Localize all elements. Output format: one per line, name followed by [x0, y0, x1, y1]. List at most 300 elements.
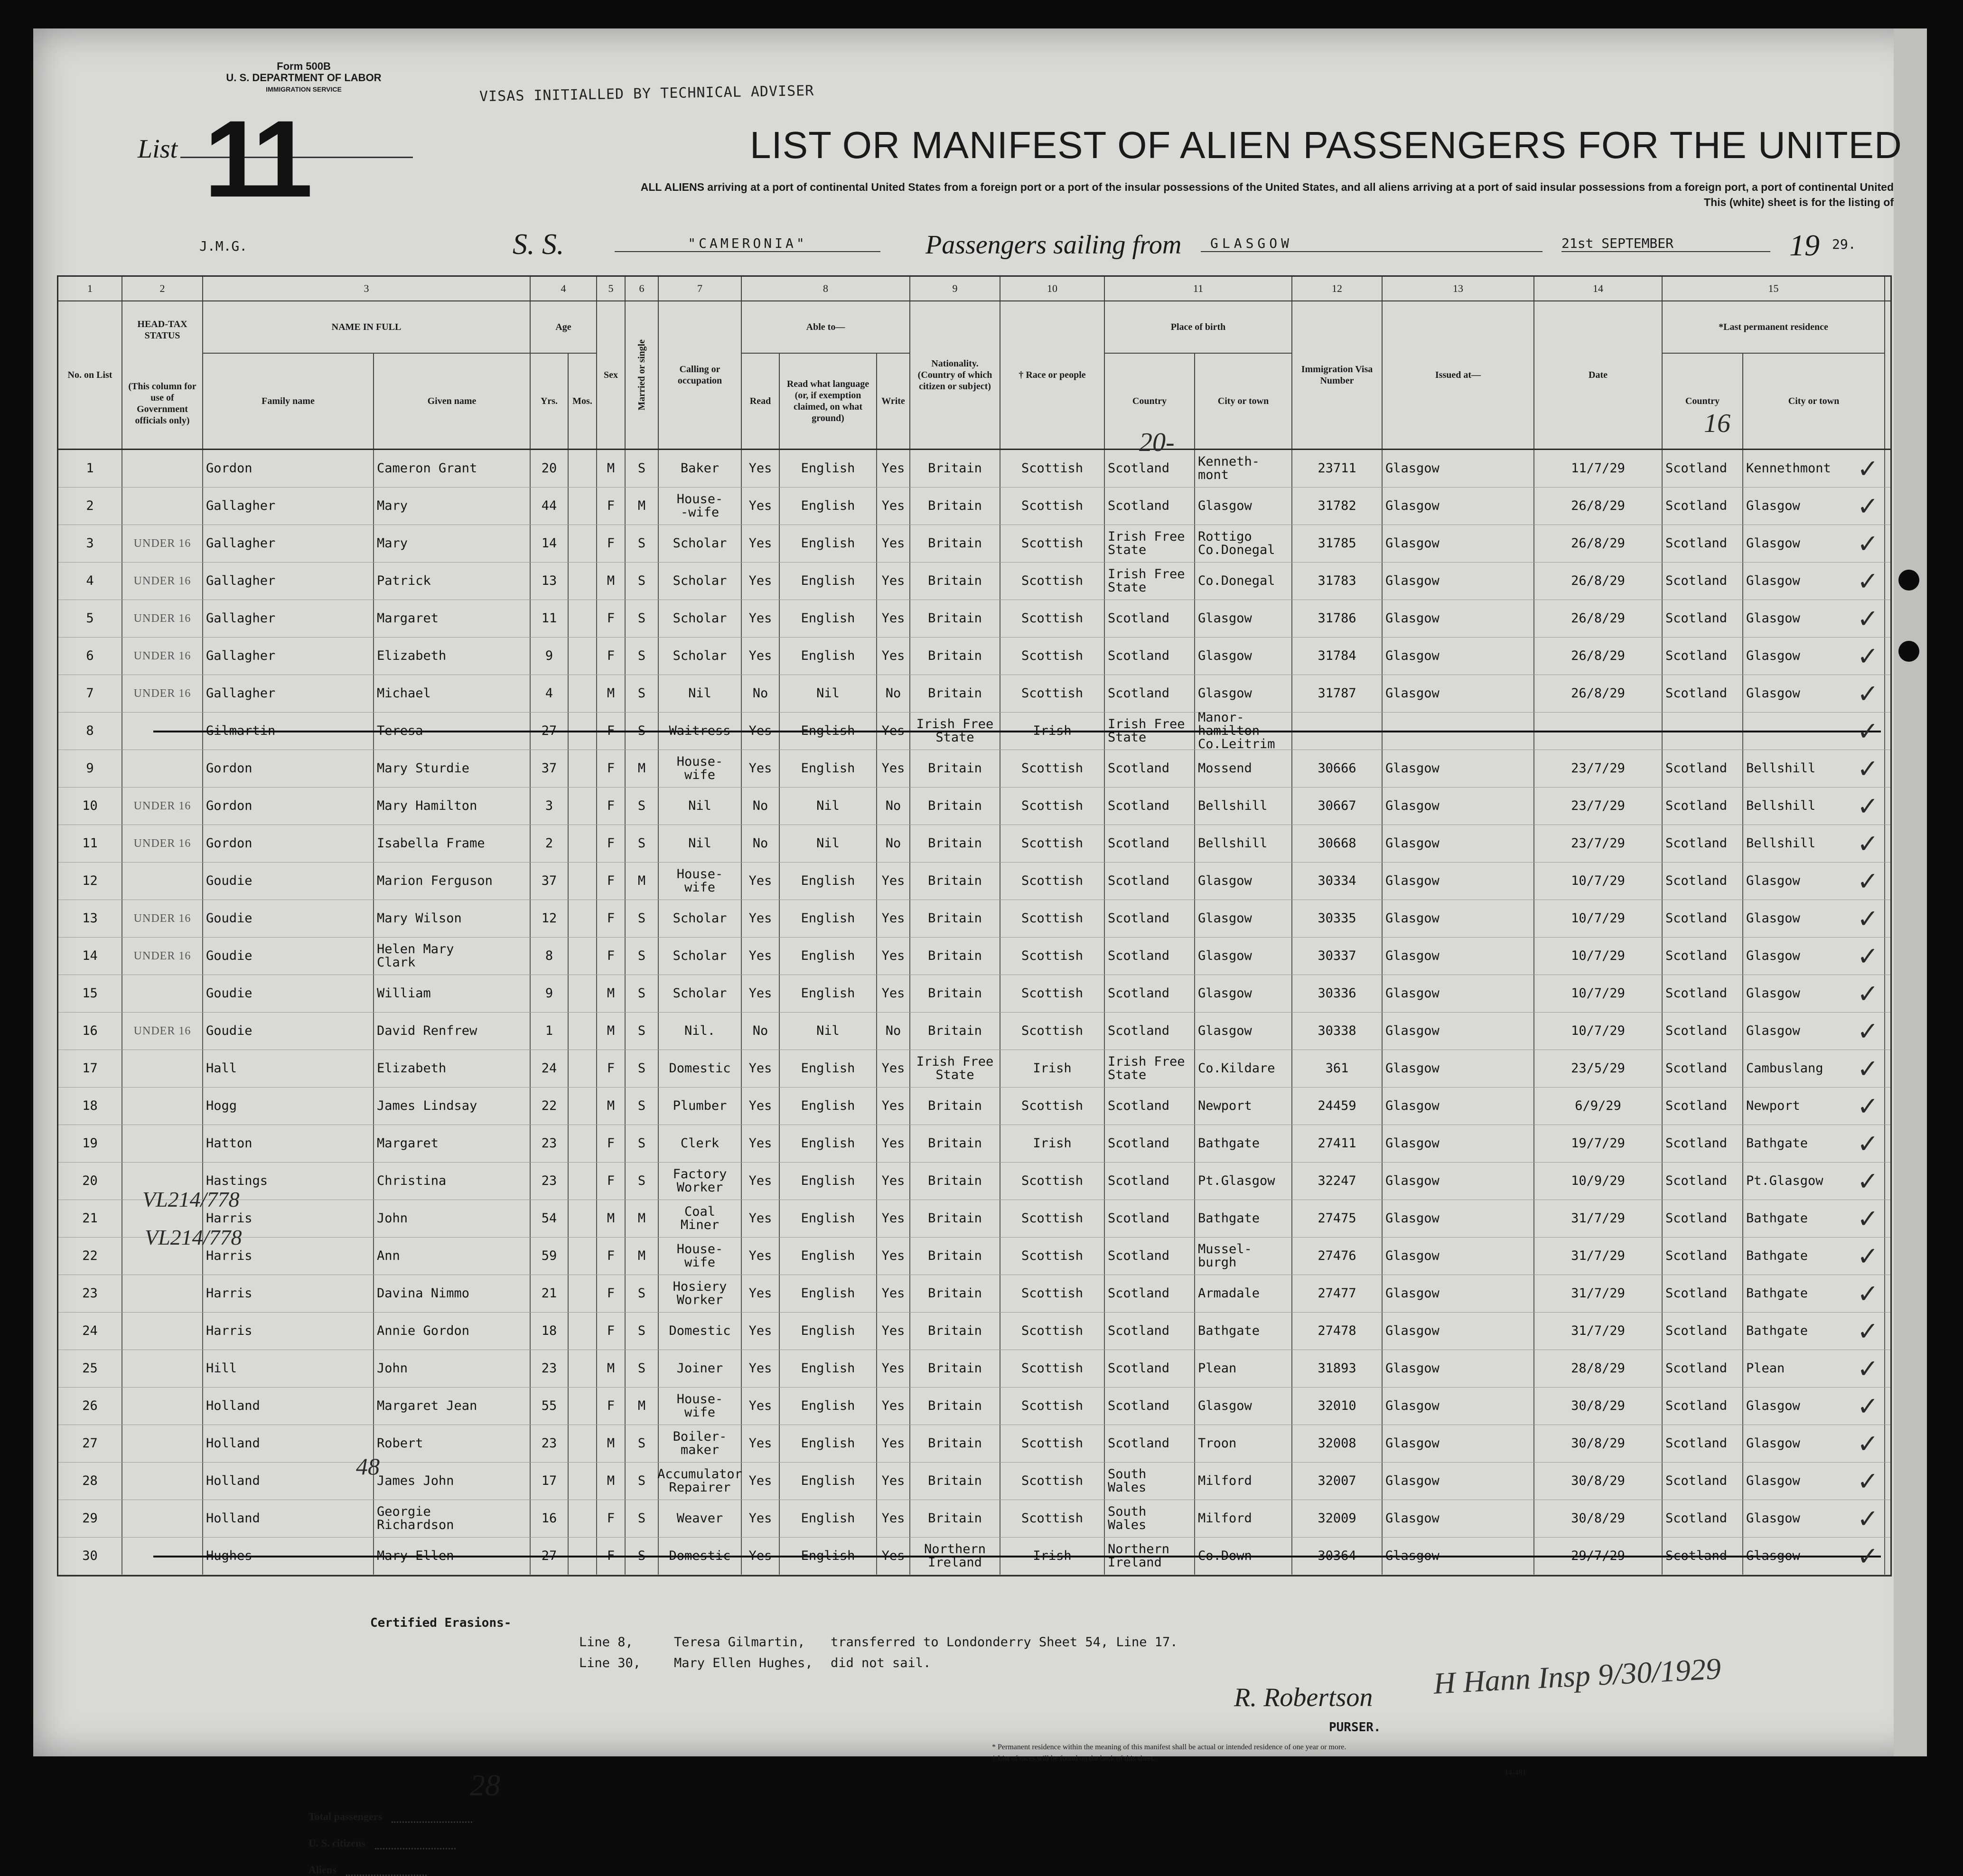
- header-calling: [659, 301, 742, 449]
- header-nationality: [910, 301, 1000, 449]
- cell-rcity: Bellshill: [1743, 825, 1885, 862]
- cell-read: Yes: [742, 600, 780, 637]
- cell-family: Gallagher: [203, 563, 374, 600]
- cell-ms: S: [626, 975, 659, 1012]
- cell-mos: [569, 450, 597, 487]
- purser-label: PURSER.: [1329, 1720, 1381, 1735]
- cell-bcity: Newport: [1195, 1088, 1292, 1125]
- cell-read: Yes: [742, 1538, 780, 1575]
- cell-age: 23: [531, 1425, 569, 1462]
- table-row: [58, 1238, 1890, 1275]
- cell-lang: English: [780, 1200, 877, 1237]
- ss-label: S. S.: [513, 228, 564, 261]
- cell-occ: Hosiery Worker: [659, 1275, 742, 1312]
- cell-nat: Britain: [910, 1088, 1000, 1125]
- cell-given: Marion Ferguson: [374, 863, 531, 900]
- cell-write: No: [877, 675, 910, 712]
- cell-visa: 30336: [1292, 975, 1383, 1012]
- header-res-country: [1663, 354, 1743, 449]
- cell-race: Scottish: [1000, 900, 1105, 937]
- annotation-20: 20-: [1139, 428, 1175, 457]
- cell-lang: English: [780, 1050, 877, 1087]
- cell-bcity: Mussel- burgh: [1195, 1238, 1292, 1275]
- cell-rcity: Glasgow: [1743, 563, 1885, 600]
- header-place-of-birth: [1105, 301, 1292, 354]
- cell-family: Holland: [203, 1388, 374, 1425]
- cell-family: Gallagher: [203, 675, 374, 712]
- cell-age: 23: [531, 1163, 569, 1200]
- cell-sex: F: [597, 638, 626, 675]
- cell-race: Scottish: [1000, 525, 1105, 562]
- cell-nat: Britain: [910, 825, 1000, 862]
- cell-family: Holland: [203, 1425, 374, 1462]
- cell-family: Gallagher: [203, 488, 374, 525]
- sailing-label: Passengers sailing from: [925, 230, 1182, 260]
- form-number-block: [204, 61, 403, 95]
- cell-lang: Nil: [780, 825, 877, 862]
- cell-race: Scottish: [1000, 863, 1105, 900]
- cell-issued: Glasgow: [1383, 1238, 1534, 1275]
- cell-vdate: 6/9/29: [1534, 1088, 1663, 1125]
- cell-rcity: Glasgow: [1743, 1013, 1885, 1050]
- cell-family: Hughes: [203, 1538, 374, 1575]
- cell-no: 4: [58, 563, 122, 600]
- cell-visa: 27475: [1292, 1200, 1383, 1237]
- cell-vdate: 10/7/29: [1534, 900, 1663, 937]
- cell-race: Scottish: [1000, 750, 1105, 787]
- cell-read: Yes: [742, 1088, 780, 1125]
- cell-bcountry: Scotland: [1105, 750, 1195, 787]
- cell-given: Christina: [374, 1163, 531, 1200]
- cell-vdate: 26/8/29: [1534, 675, 1663, 712]
- cell-write: Yes: [877, 1088, 910, 1125]
- cell-occ: Scholar: [659, 563, 742, 600]
- cell-bcity: Co.Donegal: [1195, 563, 1292, 600]
- cell-family: Hastings: [203, 1163, 374, 1200]
- column-number: 10: [1000, 277, 1105, 300]
- cell-sex: F: [597, 1238, 626, 1275]
- cell-sex: M: [597, 1425, 626, 1462]
- table-row: [58, 1275, 1890, 1313]
- cell-write: No: [877, 825, 910, 862]
- cell-tax: [122, 600, 203, 637]
- cell-lang: English: [780, 1238, 877, 1275]
- cell-issued: Glasgow: [1383, 1350, 1534, 1387]
- cell-issued: Glasgow: [1383, 488, 1534, 525]
- column-number: 6: [626, 277, 659, 300]
- cell-mos: [569, 1238, 597, 1275]
- cell-family: Goudie: [203, 938, 374, 975]
- table-body: [58, 450, 1890, 1575]
- cell-occ: House- wife: [659, 1238, 742, 1275]
- cell-nat: Britain: [910, 1425, 1000, 1462]
- cell-given: Mary Hamilton: [374, 788, 531, 825]
- cell-read: Yes: [742, 1313, 780, 1350]
- header-res-city-text: City or town: [1788, 396, 1840, 406]
- cell-rcountry: Scotland: [1663, 600, 1743, 637]
- cell-ms: S: [626, 1088, 659, 1125]
- header-race: [1000, 301, 1105, 449]
- table-row: [58, 1088, 1890, 1125]
- cell-issued: Glasgow: [1383, 1313, 1534, 1350]
- cell-rcountry: Scotland: [1663, 1275, 1743, 1312]
- cell-nat: Britain: [910, 900, 1000, 937]
- cell-write: Yes: [877, 1238, 910, 1275]
- cell-mos: [569, 675, 597, 712]
- cell-given: Elizabeth: [374, 638, 531, 675]
- cell-visa: 27476: [1292, 1238, 1383, 1275]
- cell-write: Yes: [877, 863, 910, 900]
- cell-occ: Nil.: [659, 1013, 742, 1050]
- cell-lang: English: [780, 1163, 877, 1200]
- checkmark-icon: ✓: [1857, 1391, 1879, 1421]
- cell-ms: S: [626, 1163, 659, 1200]
- service: IMMIGRATION SERVICE: [266, 85, 342, 93]
- ship-info: [33, 228, 1927, 266]
- cell-visa: 24459: [1292, 1088, 1383, 1125]
- checkmark-icon: ✓: [1857, 1541, 1879, 1571]
- cell-tax: [122, 788, 203, 825]
- head-tax-stamp: UNDER 16: [133, 575, 191, 587]
- cell-given: John: [374, 1350, 531, 1387]
- list-number: 11: [204, 98, 307, 220]
- year-suffix: 29.: [1832, 236, 1856, 252]
- cell-vdate: 26/8/29: [1534, 525, 1663, 562]
- department: U. S. DEPARTMENT OF LABOR: [226, 72, 382, 84]
- cell-no: 30: [58, 1538, 122, 1575]
- cell-rcountry: Scotland: [1663, 1050, 1743, 1087]
- cell-occ: House- wife: [659, 750, 742, 787]
- cell-read: Yes: [742, 863, 780, 900]
- table-row: [58, 938, 1890, 975]
- cell-nat: Britain: [910, 1013, 1000, 1050]
- column-number: 7: [659, 277, 742, 300]
- cell-occ: House- wife: [659, 1388, 742, 1425]
- cell-no: 27: [58, 1425, 122, 1462]
- header-given-name-text: Given name: [427, 396, 477, 406]
- cell-read: Yes: [742, 1500, 780, 1537]
- cell-age: 9: [531, 975, 569, 1012]
- cell-issued: Glasgow: [1383, 1500, 1534, 1537]
- inspector-signature: H Hann Insp 9/30/1929: [1432, 1651, 1722, 1700]
- table-row: [58, 975, 1890, 1013]
- cell-occ: Boiler- maker: [659, 1425, 742, 1462]
- header-issued-at-text: Issued at—: [1435, 370, 1481, 380]
- cell-occ: Scholar: [659, 938, 742, 975]
- cell-given: Helen Mary Clark: [374, 938, 531, 975]
- cell-rcity: Glasgow: [1743, 525, 1885, 562]
- cell-ms: S: [626, 938, 659, 975]
- column-number: 11: [1105, 277, 1292, 300]
- cell-bcountry: Irish Free State: [1105, 713, 1195, 750]
- cell-write: Yes: [877, 1163, 910, 1200]
- checkmark-icon: ✓: [1857, 941, 1879, 971]
- cell-vdate: 26/8/29: [1534, 488, 1663, 525]
- checkmark-icon: ✓: [1857, 641, 1879, 671]
- header-name-in-full-text: NAME IN FULL: [331, 322, 402, 332]
- cell-given: Michael: [374, 675, 531, 712]
- cell-sex: F: [597, 1500, 626, 1537]
- cell-lang: English: [780, 525, 877, 562]
- cell-bcity: Milford: [1195, 1500, 1292, 1537]
- cell-ms: S: [626, 638, 659, 675]
- cell-given: Margaret: [374, 1125, 531, 1162]
- annotation-16: 16: [1704, 409, 1730, 438]
- cell-visa: 30668: [1292, 825, 1383, 862]
- cell-bcity: Bathgate: [1195, 1125, 1292, 1162]
- table-row: [58, 488, 1890, 525]
- cell-rcountry: Scotland: [1663, 938, 1743, 975]
- cell-occ: Domestic: [659, 1050, 742, 1087]
- header-family-name-text: Family name: [262, 396, 315, 406]
- cell-vdate: 31/7/29: [1534, 1238, 1663, 1275]
- footnote-races: † List of races will be found on the back of this sheet.: [992, 1754, 1155, 1763]
- cell-write: Yes: [877, 1538, 910, 1575]
- cell-bcountry: Scotland: [1105, 788, 1195, 825]
- cell-rcountry: Scotland: [1663, 975, 1743, 1012]
- cell-no: 12: [58, 863, 122, 900]
- checkmark-icon: ✓: [1857, 1166, 1879, 1196]
- header-write: [877, 354, 910, 449]
- cell-bcity: Troon: [1195, 1425, 1292, 1462]
- cell-no: 26: [58, 1388, 122, 1425]
- cell-nat: Britain: [910, 1125, 1000, 1162]
- cell-vdate: 23/7/29: [1534, 750, 1663, 787]
- cell-mos: [569, 638, 597, 675]
- cell-visa: 30337: [1292, 938, 1383, 975]
- cell-visa: 27411: [1292, 1125, 1383, 1162]
- erasure-1-line: Line 8,: [579, 1635, 633, 1650]
- cell-mos: [569, 1388, 597, 1425]
- cell-bcountry: Scotland: [1105, 975, 1195, 1012]
- cell-issued: Glasgow: [1383, 1163, 1534, 1200]
- aliens-label: Aliens: [308, 1864, 337, 1876]
- cell-rcountry: Scotland: [1663, 675, 1743, 712]
- cell-visa: 30666: [1292, 750, 1383, 787]
- cell-age: 21: [531, 1275, 569, 1312]
- cell-vdate: 28/8/29: [1534, 1350, 1663, 1387]
- header-mos: [569, 354, 597, 449]
- cell-read: Yes: [742, 563, 780, 600]
- checkmark-icon: ✓: [1857, 866, 1879, 896]
- checkmark-icon: ✓: [1857, 1016, 1879, 1046]
- cell-given: Isabella Frame: [374, 825, 531, 862]
- erasure-1-name: Teresa Gilmartin,: [674, 1635, 805, 1650]
- cell-rcountry: Scotland: [1663, 1388, 1743, 1425]
- cell-read: Yes: [742, 1125, 780, 1162]
- cell-occ: Domestic: [659, 1313, 742, 1350]
- table-row: [58, 1163, 1890, 1200]
- cell-issued: Glasgow: [1383, 788, 1534, 825]
- total-passengers-row: [308, 1796, 472, 1823]
- cell-bcity: Plean: [1195, 1350, 1292, 1387]
- cell-nat: Britain: [910, 563, 1000, 600]
- cell-no: 28: [58, 1463, 122, 1500]
- cell-ms: S: [626, 1463, 659, 1500]
- cell-vdate: 23/5/29: [1534, 1050, 1663, 1087]
- cell-rcountry: Scotland: [1663, 525, 1743, 562]
- cell-vdate: 26/8/29: [1534, 563, 1663, 600]
- cell-given: Ann: [374, 1238, 531, 1275]
- cell-read: Yes: [742, 525, 780, 562]
- erasure-2-name: Mary Ellen Hughes,: [674, 1656, 813, 1670]
- checkmark-icon: ✓: [1857, 829, 1879, 859]
- column-number: 13: [1383, 277, 1534, 300]
- cell-rcountry: Scotland: [1663, 1313, 1743, 1350]
- cell-occ: Coal Miner: [659, 1200, 742, 1237]
- cell-sex: F: [597, 938, 626, 975]
- cell-family: Gilmartin: [203, 713, 374, 750]
- cell-rcity: Glasgow: [1743, 1538, 1885, 1575]
- cell-given: Mary Sturdie: [374, 750, 531, 787]
- cell-bcity: Pt.Glasgow: [1195, 1163, 1292, 1200]
- cell-tax: [122, 750, 203, 787]
- cell-family: Hogg: [203, 1088, 374, 1125]
- cell-rcity: Glasgow: [1743, 638, 1885, 675]
- cell-rcity: Glasgow: [1743, 938, 1885, 975]
- cell-nat: Britain: [910, 525, 1000, 562]
- header-no-on-list-text: No. on List: [67, 370, 112, 380]
- punch-hole: [1898, 570, 1919, 591]
- column-number: 2: [122, 277, 203, 300]
- column-number: 1: [58, 277, 122, 300]
- cell-occ: Domestic: [659, 1538, 742, 1575]
- cell-visa: 31787: [1292, 675, 1383, 712]
- us-citizens-row: [308, 1823, 472, 1849]
- ship-name: "CAMERONIA": [615, 235, 880, 252]
- header-age: [531, 301, 597, 354]
- cell-issued: Glasgow: [1383, 1013, 1534, 1050]
- cell-rcity: Bathgate: [1743, 1275, 1885, 1312]
- cell-read: No: [742, 1013, 780, 1050]
- table-row: [58, 1463, 1890, 1500]
- header-given-name: [374, 354, 531, 449]
- cell-rcity: Cambuslang: [1743, 1050, 1885, 1087]
- cell-race: Scottish: [1000, 1425, 1105, 1462]
- cell-rcountry: Scotland: [1663, 1200, 1743, 1237]
- cell-no: 13: [58, 900, 122, 937]
- cell-vdate: 30/8/29: [1534, 1500, 1663, 1537]
- visa-annotation-1: VL214/778: [142, 1187, 240, 1211]
- cell-given: David Renfrew: [374, 1013, 531, 1050]
- cell-bcity: Kenneth- mont: [1195, 450, 1292, 487]
- cell-family: Hill: [203, 1350, 374, 1387]
- cell-lang: English: [780, 1275, 877, 1312]
- header-nationality-text: Nationality. (Country of which citizen or subject): [917, 358, 992, 392]
- header-birth-city: [1195, 354, 1292, 449]
- cell-bcountry: Scotland: [1105, 488, 1195, 525]
- cell-issued: Glasgow: [1383, 1050, 1534, 1087]
- checkmark-icon: ✓: [1857, 1204, 1879, 1234]
- cell-bcountry: Scotland: [1105, 1238, 1195, 1275]
- cell-given: Mary Wilson: [374, 900, 531, 937]
- cell-bcity: Glasgow: [1195, 975, 1292, 1012]
- cell-rcountry: Scotland: [1663, 750, 1743, 787]
- cell-family: Harris: [203, 1313, 374, 1350]
- cell-sex: M: [597, 563, 626, 600]
- cell-ms: S: [626, 1538, 659, 1575]
- cell-given: Davina Nimmo: [374, 1275, 531, 1312]
- cell-lang: Nil: [780, 788, 877, 825]
- cell-write: Yes: [877, 713, 910, 750]
- cell-bcountry: Northern Ireland: [1105, 1538, 1195, 1575]
- cell-issued: Glasgow: [1383, 525, 1534, 562]
- cell-occ: Nil: [659, 788, 742, 825]
- cell-given: Margaret: [374, 600, 531, 637]
- cell-nat: Britain: [910, 1275, 1000, 1312]
- cell-read: Yes: [742, 975, 780, 1012]
- cell-bcountry: Scotland: [1105, 1350, 1195, 1387]
- erasure-2-text: did not sail.: [831, 1656, 931, 1670]
- cell-occ: Factory Worker: [659, 1163, 742, 1200]
- cell-age: 20: [531, 450, 569, 487]
- table-row: [58, 600, 1890, 638]
- checkmark-icon: ✓: [1857, 1316, 1879, 1346]
- cell-visa: 30364: [1292, 1538, 1383, 1575]
- cell-ms: M: [626, 1238, 659, 1275]
- checkmark-icon: ✓: [1857, 1279, 1879, 1309]
- cell-no: 29: [58, 1500, 122, 1537]
- checkmark-icon: ✓: [1857, 604, 1879, 634]
- cell-family: Gallagher: [203, 638, 374, 675]
- cell-nat: Britain: [910, 1463, 1000, 1500]
- cell-bcountry: Irish Free State: [1105, 1050, 1195, 1087]
- cell-tax: [122, 488, 203, 525]
- list-label: List: [138, 134, 178, 164]
- cell-bcountry: Scotland: [1105, 675, 1195, 712]
- cell-race: Scottish: [1000, 638, 1105, 675]
- cell-vdate: 10/7/29: [1534, 1013, 1663, 1050]
- cell-age: 17: [531, 1463, 569, 1500]
- cell-tax: [122, 1013, 203, 1050]
- cell-vdate: 29/7/29: [1534, 1538, 1663, 1575]
- cell-given: Cameron Grant: [374, 450, 531, 487]
- cell-read: Yes: [742, 1425, 780, 1462]
- cell-ms: S: [626, 1425, 659, 1462]
- cell-visa: 31783: [1292, 563, 1383, 600]
- cell-nat: Britain: [910, 788, 1000, 825]
- cell-read: Yes: [742, 750, 780, 787]
- cell-age: 37: [531, 750, 569, 787]
- cell-no: 20: [58, 1163, 122, 1200]
- cell-read: No: [742, 788, 780, 825]
- cell-ms: S: [626, 788, 659, 825]
- column-number: 14: [1534, 277, 1663, 300]
- header-head-tax-note: [122, 358, 203, 449]
- cell-tax: [122, 1275, 203, 1312]
- cell-bcountry: Scotland: [1105, 1088, 1195, 1125]
- cell-ms: S: [626, 713, 659, 750]
- checkmark-icon: ✓: [1857, 1354, 1879, 1384]
- cell-bcity: Mossend: [1195, 750, 1292, 787]
- cell-issued: Glasgow: [1383, 900, 1534, 937]
- column-number: 9: [910, 277, 1000, 300]
- cell-sex: M: [597, 675, 626, 712]
- cell-visa: 31784: [1292, 638, 1383, 675]
- head-tax-stamp: UNDER 16: [133, 1025, 191, 1037]
- cell-rcity: Glasgow: [1743, 488, 1885, 525]
- cell-write: Yes: [877, 600, 910, 637]
- table-row: [58, 675, 1890, 713]
- cell-bcountry: Scotland: [1105, 825, 1195, 862]
- header-read: [742, 354, 780, 449]
- header-married: [626, 301, 659, 449]
- table-row: [58, 710, 1890, 751]
- cell-tax: [122, 1463, 203, 1500]
- cell-occ: Nil: [659, 675, 742, 712]
- header-married-text: Married or single: [636, 339, 647, 411]
- column-number: 5: [597, 277, 626, 300]
